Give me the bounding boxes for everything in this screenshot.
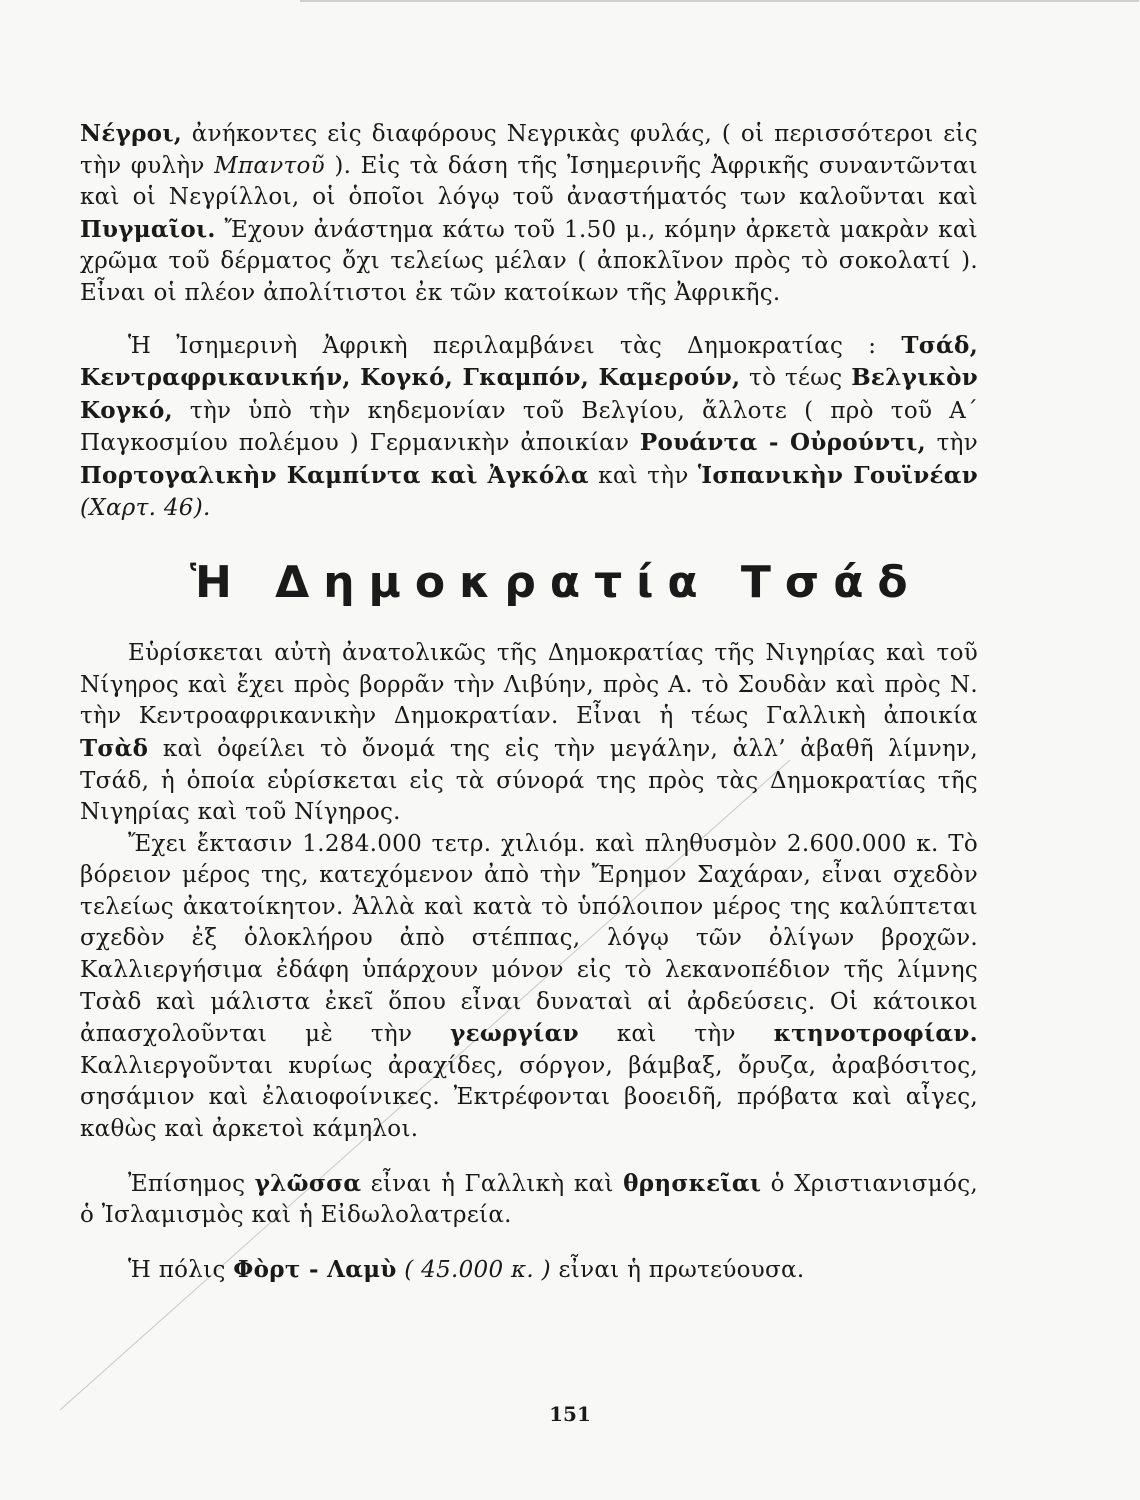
term-religions: θρησκεῖαι <box>623 1169 762 1197</box>
text: ). Εἰς τὰ δάση τῆς Ἰσημερινῆς Ἀφρικῆς συναντῶνται καὶ οἱ Νεγρίλλοι, οἱ ὁποῖοι λόγῳ τοῦ ἀναστήματός των καλοῦνται καὶ <box>80 152 978 211</box>
term-fort-lamy: Φὸρτ - Λαμὺ <box>233 1255 397 1283</box>
text: εἶναι ἡ πρωτεύουσα. <box>550 1256 805 1283</box>
term-chad: Τσὰδ <box>80 734 149 762</box>
text: τὴν <box>925 430 978 457</box>
text: ἀνήκοντες εἰς διαφόρους Νεγρικὰς φυλάς, ( οἱ περισσότεροι εἰς τὴν φυλὴν <box>80 121 978 179</box>
population-figure: ( 45.000 κ. ) <box>396 1256 551 1283</box>
term-bantu: Μπαντοῦ <box>214 152 325 179</box>
paragraph-chad-location <box>80 638 978 829</box>
term-belgian-congo: Βελγικὸν Κογκό, <box>80 364 978 424</box>
text: Εὑρίσκεται αὐτὴ ἀνατολικῶς τῆς Δημοκρατίας τῆς Νιγηρίας καὶ τοῦ Νίγηρος καὶ ἔχει πρὸς βορρᾶν τὴν Λιβύην, πρὸς Α. τὸ Σουδὰν καὶ πρὸς Ν. τὴν Κεντροαφρικανικὴν Δημοκρατίαν. Εἶναι ἡ τέως Γαλλικὴ ἀποικία <box>80 640 978 730</box>
paragraph-chad-capital <box>80 1254 978 1287</box>
term-spanish-guinea: Ἱσπανικὴν Γουϊνέαν <box>697 461 978 489</box>
term-portuguese-cabinda-angola: Πορτογαλικὴν Καμπίντα καὶ Ἀγκόλα <box>80 461 589 489</box>
page-number: 151 <box>549 1402 591 1426</box>
text: καὶ τὴν <box>578 1021 774 1048</box>
paragraph-equatorial-africa <box>80 330 978 525</box>
term-pygmies: Πυγμαῖοι. <box>80 215 216 243</box>
text: τὸ τέως <box>740 365 852 392</box>
text: εἶναι ἡ Γαλλικὴ καὶ <box>361 1170 624 1197</box>
paragraph-chad-language-religion <box>80 1168 978 1232</box>
paragraph-negroes <box>80 118 978 310</box>
paragraph-chad-economy <box>80 829 978 1146</box>
text: ὁ Χριστιανισμός, ὁ Ἰσλαμισμὸς καὶ ἡ Εἰδωλολατρεία. <box>80 1170 978 1229</box>
text: καὶ ὀφείλει τὸ ὄνομά της εἰς τὴν μεγάλην, ἀλλ’ ἀβαθῆ λίμνην, Τσάδ, ἡ ὁποία εὑρίσκεται εἰς τὰ σύνορά της πρὸς τὰς Δημοκρατίας τῆς Νιγηρίας καὶ τοῦ Νίγηρος. <box>80 735 978 826</box>
text: Ἐπίσημος <box>128 1170 255 1197</box>
map-reference: (Χαρτ. 46). <box>80 494 211 521</box>
term-livestock: κτηνοτροφίαν. <box>773 1020 978 1048</box>
term-agriculture: γεωργίαν <box>450 1020 579 1048</box>
text: καὶ τὴν <box>588 462 698 489</box>
text: τὴν ὑπὸ τὴν κηδεμονίαν τοῦ Βελγίου, ἄλλοτε ( πρὸ τοῦ Α΄ Παγκοσμίου πολέμου ) Γερμανικὴν ἀποικίαν <box>80 397 978 457</box>
text: Ἔχει ἔκτασιν 1.284.000 τετρ. χιλιόμ. καὶ πληθυσμὸν 2.600.000 κ. Τὸ βόρειον μέρος της, κατεχόμενον ἀπὸ τὴν Ἔρημον Σαχάραν, εἶναι σχεδὸν τελείως ἀκατοίκητον. Ἀλλὰ καὶ κατὰ τὸ ὑπόλοιπον μέρος της καλύπτεται σχεδὸν ἐξ ὁλοκλήρου ἀπὸ στέππας, λόγῳ τῶν ὀλίγων βροχῶν. Καλλιεργήσιμα ἐδάφη ὑπάρχουν μόνον εἰς τὸ λεκανοπέδιον τῆς λίμνης Τσὰδ καὶ μάλιστα ἐκεῖ ὅπου εἶναι δυναταὶ αἱ ἀρδεύσεις. Οἱ κάτοικοι ἀπασχολοῦνται μὲ τὴν <box>80 830 978 1048</box>
text: Ἡ πόλις <box>128 1256 234 1283</box>
document-page <box>80 118 978 1286</box>
term-rwanda-urundi: Ρουάντα - Οὐρούντι, <box>639 429 926 457</box>
term-language: γλῶσσα <box>254 1169 362 1197</box>
term-republics: Τσάδ, Κεντραφρικανικήν, Κογκό, Γκαμπόν, Καμερούν, <box>80 331 978 392</box>
text: Ἡ Ἰσημερινὴ Ἀφρικὴ περιλαμβάνει τὰς Δημοκρατίας : <box>128 332 902 359</box>
text: Ἔχουν ἀνάστημα κάτω τοῦ 1.50 μ., κόμην ἀρκετὰ μακρὰν καὶ χρῶμα τοῦ δέρματος ὄχι τελείως μέλαν ( ἀποκλῖνον πρὸς τὸ σοκολατί ). Εἶναι οἱ πλέον ἀπολίτιστοι ἐκ τῶν κατοίκων τῆς Ἀφρικῆς. <box>80 216 978 306</box>
text: Καλλιεργοῦνται κυρίως ἀραχίδες, σόργον, βάμβαξ, ὄρυζα, ἀραβόσιτος, σησάμιον καὶ ἐλαιοφοίνικες. Ἐκτρέφονται βοοειδῆ, πρόβατα καὶ αἶγες, καθὼς καὶ ἀρκετοὶ κάμηλοι. <box>80 1052 978 1143</box>
section-heading: Ἡ Δημοκρατία Τσάδ <box>190 557 922 609</box>
term-negroes: Νέγροι, <box>80 120 183 147</box>
